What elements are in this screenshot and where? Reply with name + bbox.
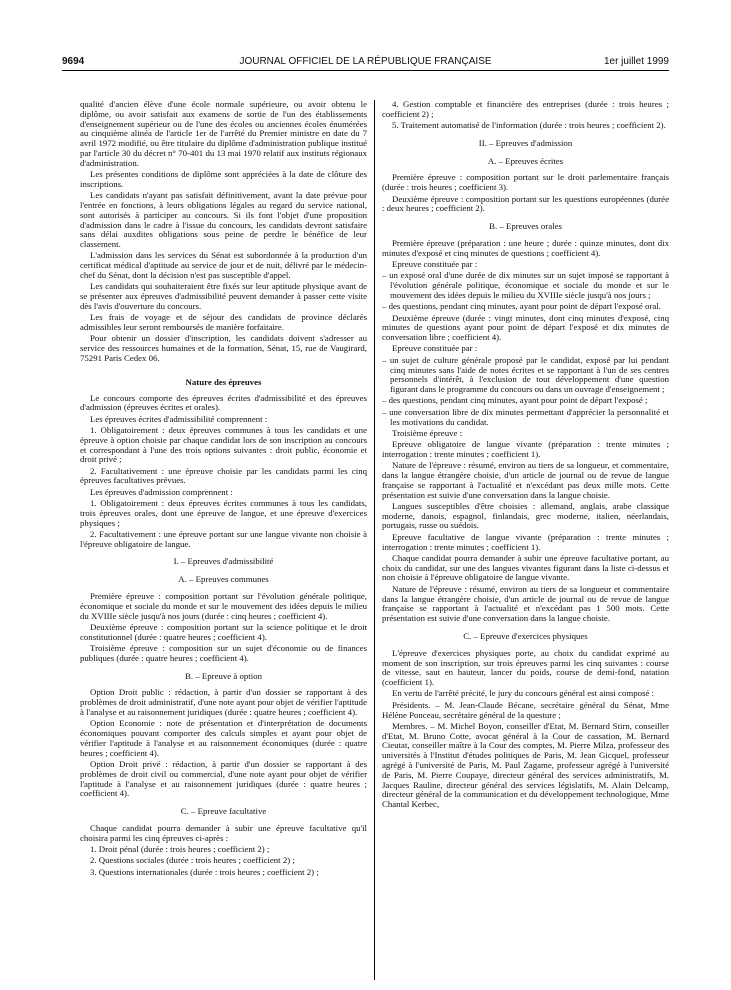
paragraph: Deuxième épreuve : composition portant sur les questions européennes (durée : deux heures ; coefficient 2). xyxy=(382,193,669,214)
paragraph: Epreuve facultative de langue vivante (préparation : trente minutes ; interrogation : trente minutes ; coefficient 1). xyxy=(382,531,669,552)
paragraph: 3. Questions internationales (durée : trois heures ; coefficient 2) ; xyxy=(90,866,319,877)
paragraph: Deuxième épreuve : composition portant sur la science politique et le droit constitutionnel (durée : quatre heures ; coefficient 4). xyxy=(80,621,367,642)
paragraph: Première épreuve (préparation : une heure ; durée : quinze minutes, dont dix minutes d'exposé et cinq minutes de questions ; coefficient 4). xyxy=(382,237,669,258)
section-heading: C. – Epreuve facultative xyxy=(180,806,267,817)
column-separator xyxy=(374,100,375,980)
issue-date: 1er juillet 1999 xyxy=(603,56,669,67)
list-item: – des questions, pendant cinq minutes, ayant pour point de départ l'exposé oral. xyxy=(382,301,661,312)
paragraph: Nature de l'épreuve : résumé, environ au tiers de sa longueur et commentaire dans la langue étrangère choisie, d'un article de journal ou de revue de langue française se rapportant à l'actualité et n'excédant pas 1 500 mots. Cette présentation est suivie d'une conversation dans la langue choisie. xyxy=(382,583,669,624)
paragraph: Troisième épreuve : xyxy=(392,427,463,438)
paragraph: En vertu de l'arrêté précité, le jury du concours général est ainsi composé : xyxy=(392,688,654,699)
paragraph: Chaque candidat pourra demander à subir une épreuve facultative qu'il choisira parmi les cinq épreuves ci-après : xyxy=(80,823,367,843)
paragraph: L'admission dans les services du Sénat est subordonnée à la production d'un certificat médical d'aptitude au service de jour et de nuit, délivré par le médecin-chef du Sénat, dont la décision n'est pas susceptible d'appel. xyxy=(80,250,367,281)
paragraph: Les candidats qui souhaiteraient être fixés sur leur aptitude physique avant de se présenter aux épreuves d'admissibilité peuvent demander à passer cette visite dès l'avis d'ouverture du concours. xyxy=(80,281,367,311)
paragraph: 1. Droit pénal (durée : trois heures ; coefficient 2) ; xyxy=(90,844,270,855)
paragraph: Epreuve constituée par : xyxy=(392,259,478,270)
paragraph: 1. Obligatoirement : deux épreuves communes à tous les candidats et une épreuve à option choisie par chaque candidat lors de son inscription au concours et correspondant à l'une des trois options suivantes : droit public, économie et droit privé ; xyxy=(80,424,367,465)
paragraph: Les frais de voyage et de séjour des candidats de province déclarés admissibles leur seront remboursés de manière forfaitaire. xyxy=(80,312,367,333)
paragraph: 4. Gestion comptable et financière des entreprises (durée : trois heures ; coefficient 2) ; xyxy=(382,99,669,119)
paragraph: 2. Facultativement : une épreuve portant sur une langue vivante non choisie à l'épreuve obligatoire de langue. xyxy=(80,528,367,549)
paragraph: 2. Questions sociales (durée : trois heures ; coefficient 2) ; xyxy=(90,855,295,866)
paragraph: Option Droit privé : rédaction, à partir d'un dossier se rapportant à des problèmes de droit civil ou commercial, d'une note ayant pour objet de vérifier l'aptitude à l'analyse et au raisonnement juridiques (durée : quatre heures ; coefficient 4). xyxy=(80,759,367,799)
left-column xyxy=(80,100,367,879)
paragraph: Les candidats n'ayant pas satisfait définitivement, avant la date prévue pour l'entrée en fonctions, à leurs obligations légales au regard du service national, sont autorisés à participer au concours. Si ils font l'objet d'une proposition d'admission dans le cadre à l'issue du concours, les candidats devront satisfaire sans délai auxdites obligations sous peine de perdre le bénéfice de leur classement. xyxy=(80,190,367,250)
section-heading: B. – Epreuve à option xyxy=(185,670,262,681)
paragraph: Le concours comporte des épreuves écrites d'admissibilité et des épreuves d'admission (épreuves écrites et orales). xyxy=(80,392,367,413)
list-item: – une conversation libre de dix minutes permettant d'apprécier la personnalité et les motivations du candidat. xyxy=(382,406,669,427)
paragraph: Epreuve obligatoire de langue vivante (préparation : trente minutes ; interrogation : trente minutes ; coefficient 1). xyxy=(382,439,669,459)
header-rule xyxy=(62,70,669,71)
paragraph: Epreuve constituée par : xyxy=(392,343,478,354)
page-number: 9694 xyxy=(62,56,85,67)
page-header xyxy=(62,56,669,70)
paragraph: 5. Traitement automatisé de l'information (durée : trois heures ; coefficient 2). xyxy=(392,120,666,131)
section-heading: I. – Epreuves d'admissibilité xyxy=(173,556,274,567)
list-item: – un sujet de culture générale proposé par le candidat, exposé par lui pendant cinq minutes sans l'aide de notes écrites et se rapportant à l'un de ses centres personnels d'intérêt, à l'exclusion de tout développement d'une question figurant dans le programme du concours ou dans un ouvrage d'enseignement ; xyxy=(382,354,669,395)
paragraph: 1. Obligatoirement : deux épreuves écrites communes à tous les candidats, trois épreuves orales, dont une épreuve de langue, et une épreuve d'exercices physiques ; xyxy=(80,497,367,528)
paragraph: Première épreuve : composition portant sur le droit parlementaire français (durée : trois heures ; coefficient 3). xyxy=(382,172,669,193)
list-item: – un exposé oral d'une durée de dix minutes sur un sujet imposé se rapportant à l'évolution générale politique, économique et sociale du monde et sur le mouvement des idées depuis le milieu du XVIIIe siècle jusqu'à nos jours ; xyxy=(382,270,669,300)
paragraph: Première épreuve : composition portant sur l'évolution générale politique, économique et sociale du monde et sur le mouvement des idées depuis le milieu du XVIIIe siècle jusqu'à nos jours (durée : cinq heures ; coefficient 4). xyxy=(80,591,367,621)
paragraph: Membres. – M. Michel Boyon, conseiller d'Etat, M. Bernard Stirn, conseiller d'Etat, M. Bruno Cotte, avocat général à la Cour de cassation, M. Bernard Cieutat, conseiller maître à la Cour des comptes, M. Pierre Milza, professeur des universités à l'Institut d'études politiques de Paris, M. Jean Gicquel, professeur agrégé à l'université de Paris, M. Paul Zagame, professeur agrégé à l'université de Paris, M. Pierre Coupaye, directeur général des services administratifs, M. Jacques Rauline, directeur général des services législatifs, M. Alain Delcamp, directeur général de la communication et du développement technologique, Mme Chantal Kerbec, xyxy=(382,720,669,810)
paragraph: Les présentes conditions de diplôme sont appréciées à la date de clôture des inscriptions. xyxy=(80,169,367,189)
section-heading: C. – Epreuve d'exercices physiques xyxy=(463,630,588,641)
paragraph: Option Droit public : rédaction, à partir d'un dossier se rapportant à des problèmes de droit administratif, d'une note ayant pour objet de vérifier l'aptitude à l'analyse et au raisonnement juridiques (durée : quatre heures ; coefficient 4). xyxy=(80,687,367,718)
paragraph: Pour obtenir un dossier d'inscription, les candidats doivent s'adresser au service des ressources humaines et de la formation, Sénat, 15, rue de Vaugirard, 75291 Paris Cedex 06. xyxy=(80,333,367,363)
paragraph: Nature de l'épreuve : résumé, environ au tiers de sa longueur, et commentaire, dans la langue étrangère choisie, d'un article de journal ou de revue de langue française se rapportant à l'actualité et n'excédant pas deux mille mots. Cette présentation est suivie d'une conversation dans la langue choisie. xyxy=(382,460,669,500)
section-heading: B. – Epreuves orales xyxy=(489,221,562,232)
paragraph: Deuxième épreuve (durée : vingt minutes, dont cinq minutes d'exposé, cinq minutes de questions ayant pour point de départ l'exposé et dix minutes de conversation libre ; coefficient 4). xyxy=(382,312,669,343)
paragraph: Présidents. – M. Jean-Claude Bécane, secrétaire général du Sénat, Mme Hélène Ponceau, secrétaire général de la questure ; xyxy=(382,699,669,720)
paragraph: Option Economie : note de présentation et d'interprétation de documents économiques pouvant comporter des calculs simples et ayant pour objet de vérifier l'aptitude à l'analyse et au raisonnement économiques (durée : quatre heures ; coefficient 4). xyxy=(80,718,367,758)
paragraph: Langues susceptibles d'être choisies : allemand, anglais, arabe classique moderne, danois, espagnol, finlandais, grec moderne, italien, néerlandais, portugais, russe ou suédois. xyxy=(382,500,669,531)
section-title: Nature des épreuves xyxy=(185,376,262,387)
paragraph: L'épreuve d'exercices physiques porte, au choix du candidat exprimé au moment de son inscription, sur trois épreuves parmi les cinq suivantes : course de vitesse, saut en hauteur, lancer du poids, course de demi-fond, natation (coefficient 1). xyxy=(382,647,669,688)
right-column xyxy=(382,100,669,812)
paragraph: 2. Facultativement : une épreuve choisie par les candidats parmi les cinq épreuves facultatives prévues. xyxy=(80,465,367,486)
section-heading: II. – Epreuves d'admission xyxy=(478,137,573,148)
paragraph: Les épreuves écrites d'admissibilité comprennent : xyxy=(90,413,268,424)
section-heading: A. – Epreuves communes xyxy=(178,574,269,585)
journal-title: JOURNAL OFFICIEL DE LA RÉPUBLIQUE FRANÇAISE xyxy=(239,56,492,67)
section-heading: A. – Epreuves écrites xyxy=(487,155,564,166)
list-item: – des questions, pendant cinq minutes, ayant pour point de départ l'exposé ; xyxy=(382,395,648,406)
paragraph: qualité d'ancien élève d'une école normale supérieure, ou avoir obtenu le diplôme, ou avoir satisfait aux examens de sortie de l'un des établissements d'enseignement supérieur ou de l'une des écoles ou anciennes écoles énumérées au cinquième alinéa de l'article 1er de l'arrêté du Premier ministre en date du 7 avril 1972 modifié, ou être titulaire du diplôme d'administration publique institué par l'article 30 du décret n° 70-401 du 13 mai 1970 relatif aux instituts régionaux d'administration. xyxy=(80,99,367,168)
paragraph: Troisième épreuve : composition sur un sujet d'économie ou de finances publiques (durée : quatre heures ; coefficient 4). xyxy=(80,643,367,663)
paragraph: Chaque candidat pourra demander à subir une épreuve facultative portant, au choix du candidat, sur une des langues vivantes figurant dans la liste ci-dessus et non choisie à l'épreuve obligatoire de langue vivante. xyxy=(382,552,669,583)
paragraph: Les épreuves d'admission comprennent : xyxy=(90,486,233,497)
